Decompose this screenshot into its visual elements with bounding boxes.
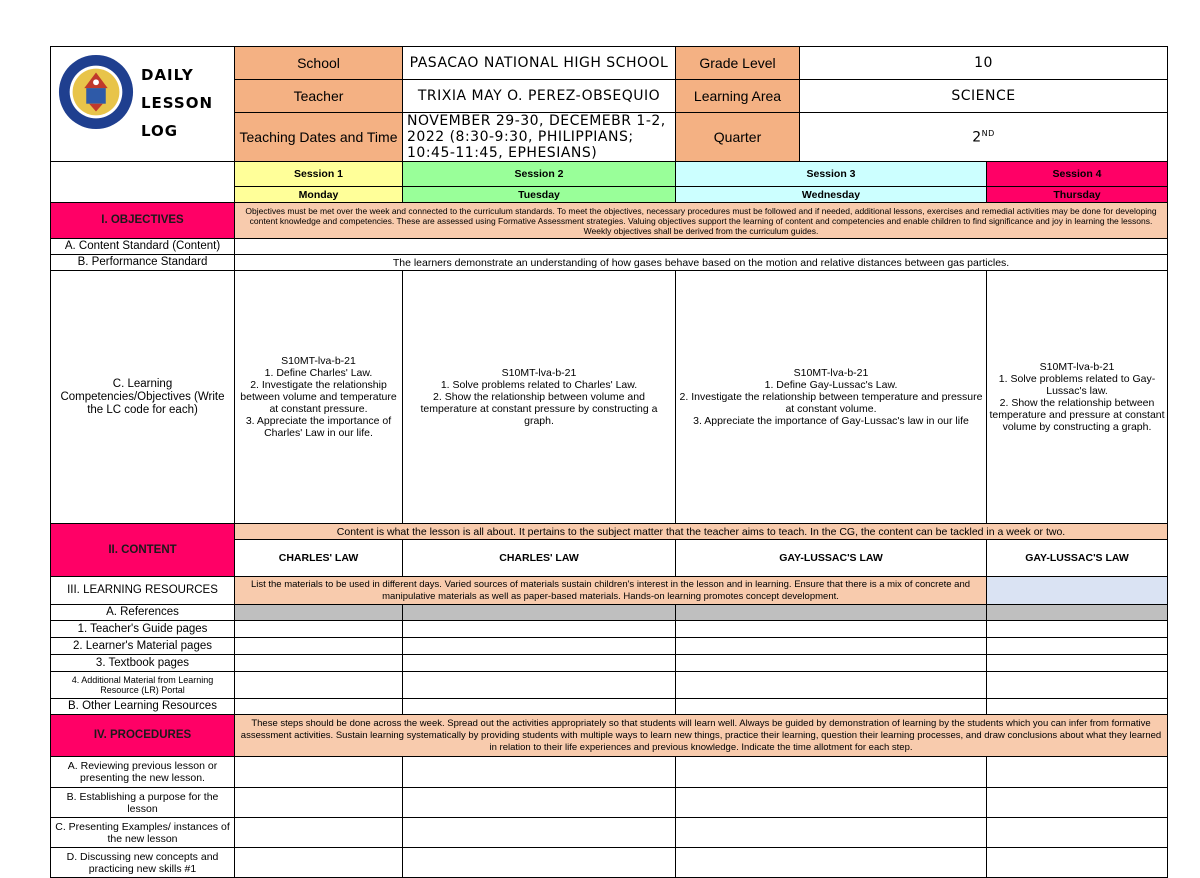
school-label: School [235,47,403,80]
content-standard-value [235,239,1168,255]
dll-title [141,61,213,145]
session-1-day: Monday [235,187,403,203]
other-resources-label: B. Other Learning Resources [51,699,235,715]
learning-area-label: Learning Area [676,80,800,113]
performance-standard-value: The learners demonstrate an understanding of how gases behave based on the motion and relative distances between gas particles. [235,255,1168,271]
competency-session-1: S10MT-lva-b-21 1. Define Charles' Law. 2. Investigate the relationship between volume and temperature at constant pressure. 3. Appreciate the importance of Charles' Law in our life. [235,271,403,524]
topic-session-3: GAY-LUSSAC'S LAW [676,540,987,577]
content-standard-label: A. Content Standard (Content) [51,239,235,255]
logo-title-cell [51,47,235,162]
session-3-name: Session 3 [676,162,987,187]
teacher-label: Teacher [235,80,403,113]
quarter-number: 2 [972,129,982,146]
objectives-heading: I. OBJECTIVES [51,203,235,239]
procedure-b-label: B. Establishing a purpose for the lesson [51,788,235,818]
references-label: A. References [51,605,235,621]
performance-standard-label: B. Performance Standard [51,255,235,271]
topic-session-2: CHARLES' LAW [403,540,676,577]
teaching-dates-value: NOVEMBER 29-30, DECEMEBR 1-2, 2022 (8:30-9:30, PHILIPPIANS; 10:45-11:45, EPHESIANS) [403,113,676,162]
competency-session-3: S10MT-lva-b-21 1. Define Gay-Lussac's Law. 2. Investigate the relationship between temperature and pressure at constant volume. 3. Appreciate the importance of Gay-Lussac's law in our life [676,271,987,524]
topic-session-1: CHARLES' LAW [235,540,403,577]
learning-area-value: SCIENCE [800,80,1168,113]
session-2-day: Tuesday [403,187,676,203]
grade-level-label: Grade Level [676,47,800,80]
session-2-name: Session 2 [403,162,676,187]
title-line-2: LESSON [141,94,214,112]
content-note: Content is what the lesson is all about. It pertains to the subject matter that the teacher aims to teach. In the CG, the content can be tackled in a week or two. [235,524,1168,540]
topic-session-4: GAY-LUSSAC'S LAW [987,540,1168,577]
procedure-c-label: C. Presenting Examples/ instances of the new lesson [51,818,235,848]
competency-session-4: S10MT-lva-b-21 1. Solve problems related to Gay-Lussac's law. 2. Show the relationship between temperature and pressure at constant volume by constructing a graph. [987,271,1168,524]
teachers-guide-label: 1. Teacher's Guide pages [51,621,235,638]
procedures-heading: IV. PROCEDURES [51,715,235,757]
procedures-note: These steps should be done across the week. Spread out the activities appropriately so that students will learn well. Always be guided by demonstration of learning by the students which you can infer from formative assessment activities. Sustain learning systematically by providing students with multiple ways to learn new things, practice their learning, question their learning processes, and draw conclusions about what they learned in relation to their life experiences and previous knowledge. Indicate the time allotment for each step. [235,715,1168,757]
procedure-d-label: D. Discussing new concepts and practicing new skills #1 [51,848,235,878]
daily-lesson-log [50,46,1168,878]
references-cell-1 [235,605,403,621]
lr-portal-label: 4. Additional Material from Learning Resource (LR) Portal [51,672,235,699]
title-line-3: LOG [141,122,179,140]
teaching-dates-label: Teaching Dates and Time [235,113,403,162]
learners-material-label: 2. Learner's Material pages [51,638,235,655]
learning-resources-heading: III. LEARNING RESOURCES [51,577,235,605]
textbook-pages-label: 3. Textbook pages [51,655,235,672]
learning-resources-note: List the materials to be used in different days. Varied sources of materials sustain children's interest in the lesson and in learning. Ensure that there is a mix of concrete and manipulative materials as well as paper-based materials. Hands-on learning promotes concept development. [235,577,987,605]
competency-session-2: S10MT-lva-b-21 1. Solve problems related to Charles' Law. 2. Show the relationship between volume and temperature at constant pressure by constructing a graph. [403,271,676,524]
title-line-1: DAILY [141,66,194,84]
quarter-value [800,113,1168,162]
references-cell-2 [403,605,676,621]
references-cell-3 [676,605,987,621]
objectives-note: Objectives must be met over the week and connected to the curriculum standards. To meet the objectives, necessary procedures must be followed and if needed, additional lessons, exercises and remedial activities may be done for developing content knowledge and competencies. These are assessed using Formative Assessment strategies. Valuing objectives support the learning of content and competencies and enable children to find significance and joy in learning the lessons. Weekly objectives shall be derived from the curriculum guides. [235,203,1168,239]
content-heading: II. CONTENT [51,524,235,577]
learning-resources-blank [987,577,1168,605]
learning-competencies-label: C. Learning Competencies/Objectives (Write the LC code for each) [51,271,235,524]
session-4-name: Session 4 [987,162,1168,187]
session-3-day: Wednesday [676,187,987,203]
session-1-name: Session 1 [235,162,403,187]
blank-cell [51,162,235,203]
deped-seal-icon [57,53,135,131]
teacher-value: TRIXIA MAY O. PEREZ-OBSEQUIO [403,80,676,113]
quarter-suffix: ND [981,128,995,138]
grade-level-value: 10 [800,47,1168,80]
school-value: PASACAO NATIONAL HIGH SCHOOL [403,47,676,80]
references-cell-4 [987,605,1168,621]
quarter-label: Quarter [676,113,800,162]
procedure-a-label: A. Reviewing previous lesson or presenting the new lesson. [51,757,235,788]
session-4-day: Thursday [987,187,1168,203]
